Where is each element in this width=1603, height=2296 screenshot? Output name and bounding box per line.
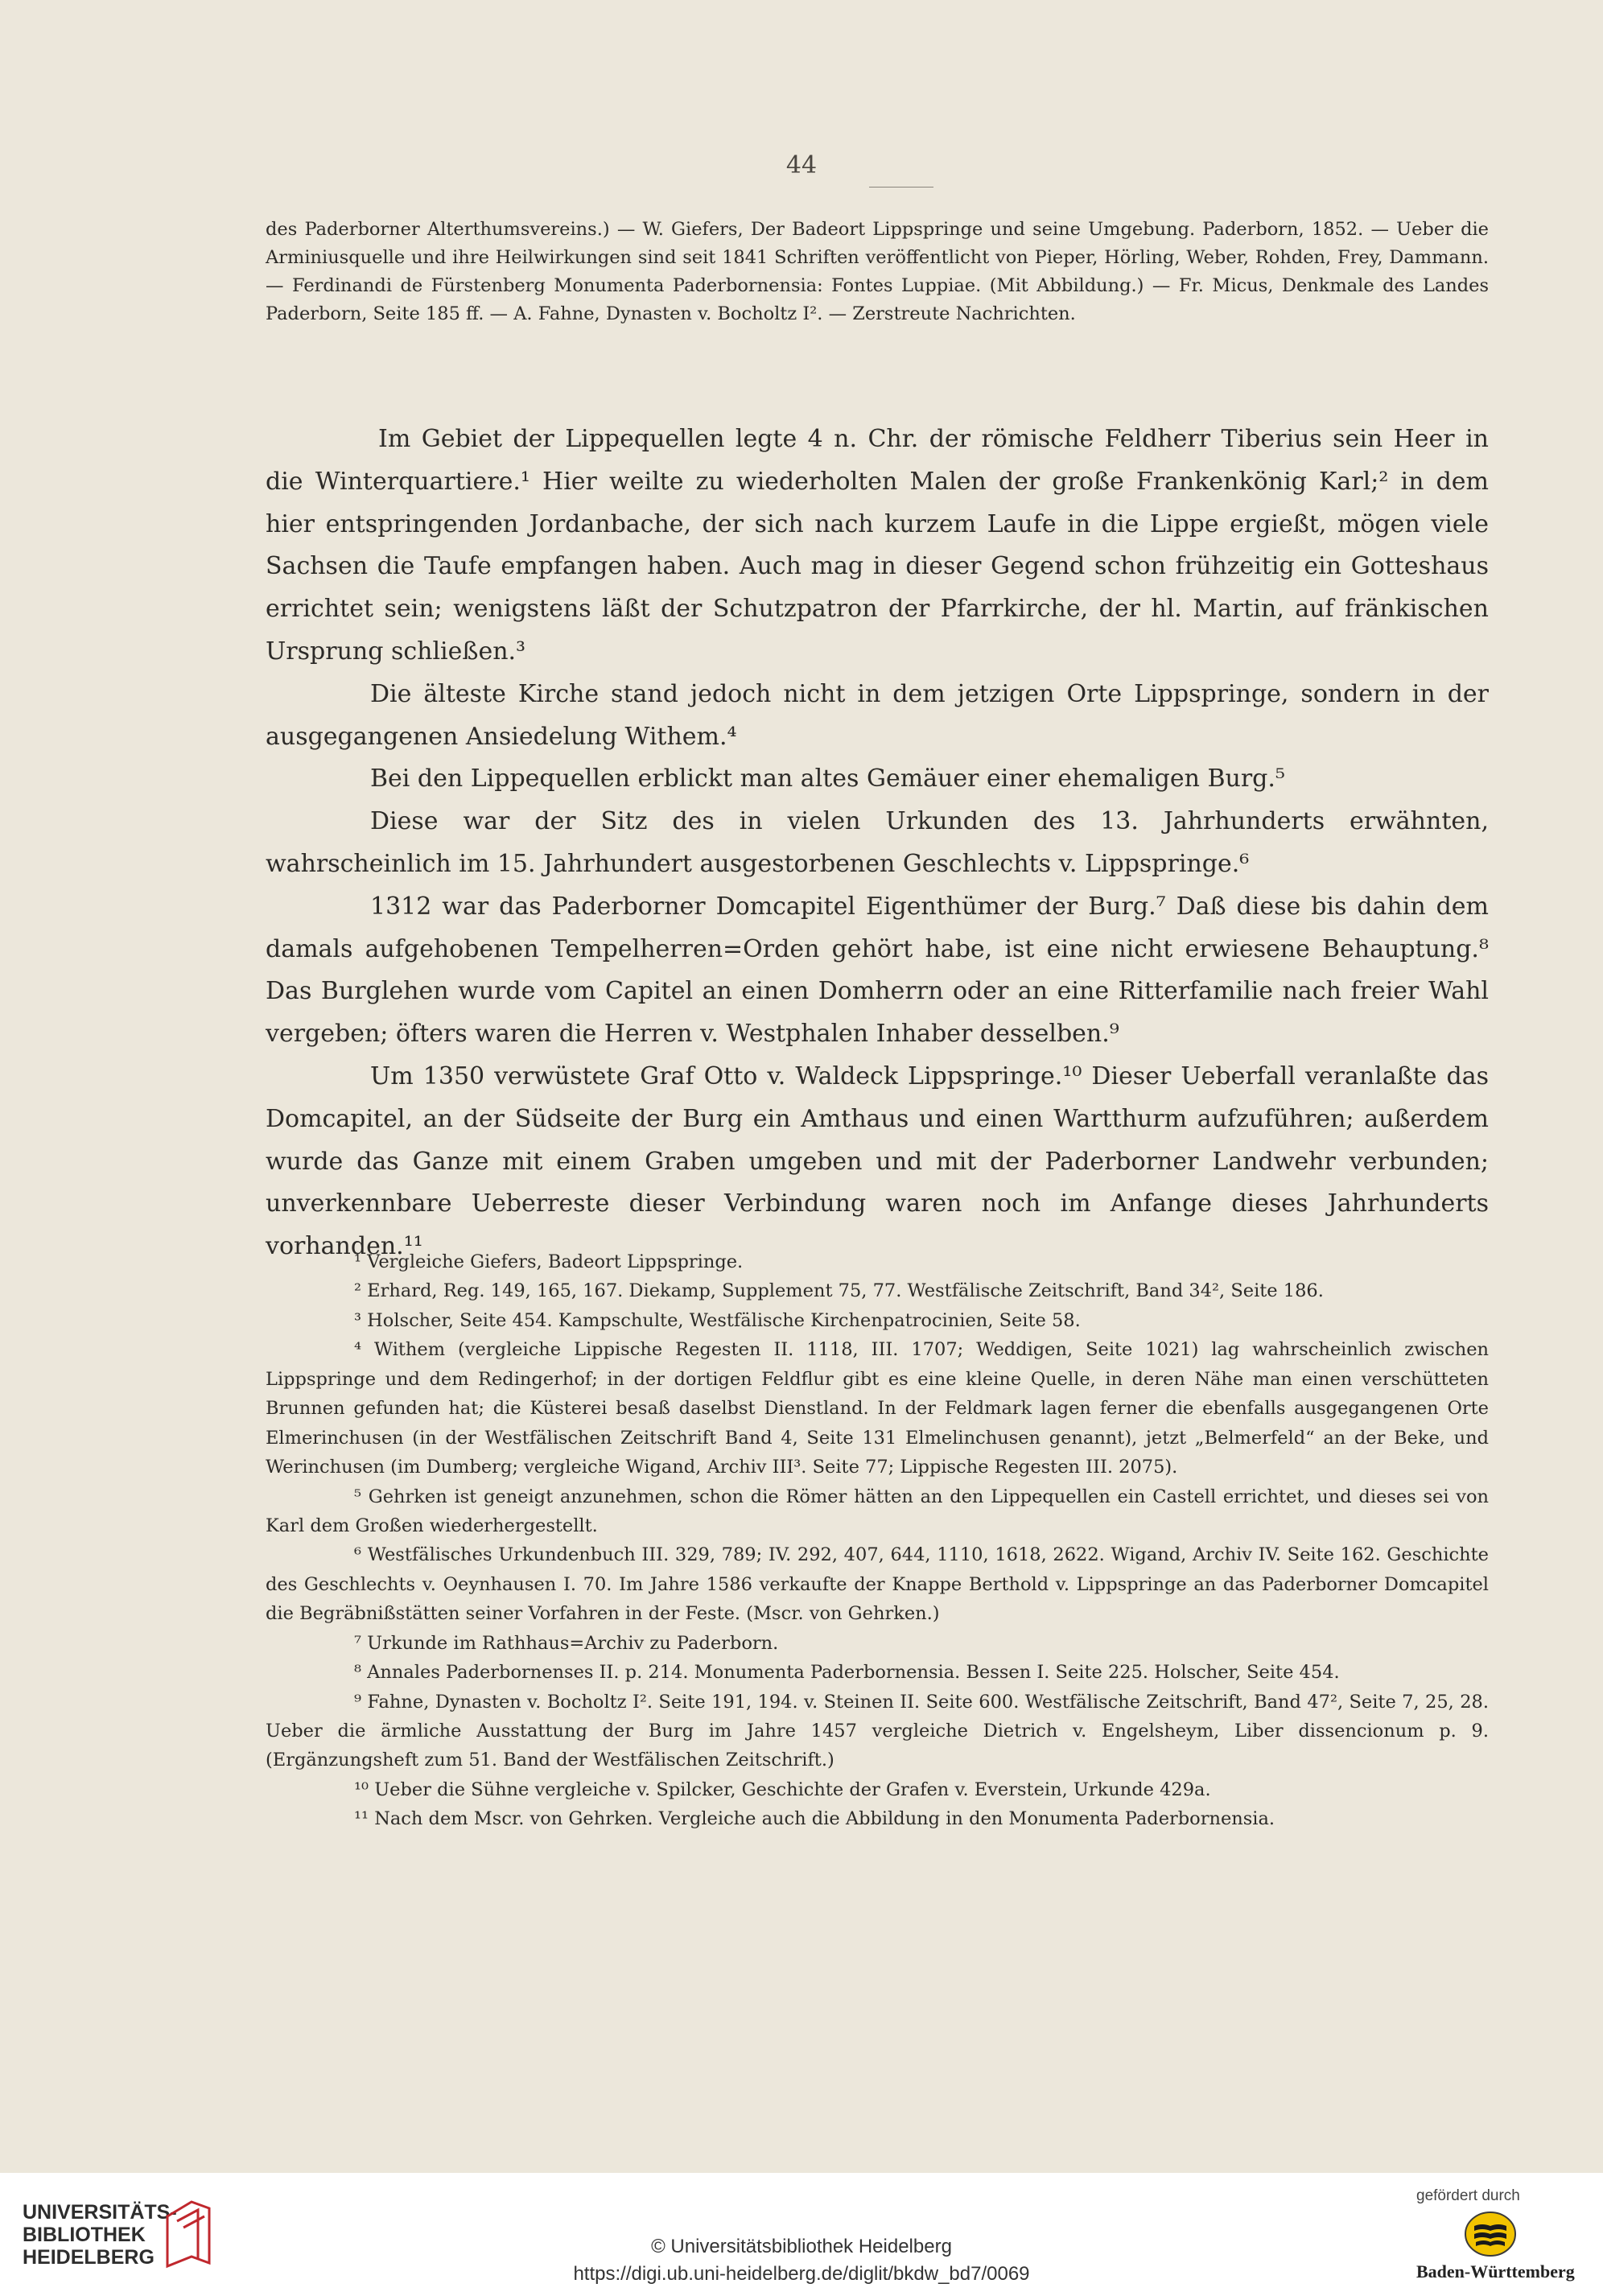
paragraph: Im Gebiet der Lippequellen legte 4 n. Chr. der römische Feldherr Tiberius sein Heer in die Winterquartiere.¹ Hier weilte zu wiederholten Malen der große Frankenkönig Karl;² in dem hier entspringenden Jordanbache, der sich nach kurzem Laufe in die Lippe ergießt, mögen viele Sachsen die Taufe empfangen haben. Auch mag in dieser Gegend schon frühzeitig ein Gotteshaus errichtet sein; wenigstens läßt der Schutzpatron der Pfarrkirche, der hl. Martin, auf fränkischen Ursprung schließen.³: [266, 425, 1489, 666]
funded-by-label: gefördert durch: [1416, 2187, 1520, 2204]
library-logo[interactable]: [23, 2201, 177, 2269]
footnote: ⁴ Withem (vergleiche Lippische Regesten II. 1118, III. 1707; Weddigen, Seite 1021) lag wahrscheinlich zwischen Lippspringe und dem Redingerhof; in der dortigen Feldflur gibt es eine kleine Quelle, in deren Nähe man einen verschütteten Brunnen gefunden hat; die Küsterei besaß daselbst Dienstland. In der Feldmark lagen ferner die ebenfalls ausgegangenen Orte Elmerinchusen (in der Westfälischen Zeitschrift Band 4, Seite 131 Elmelinchusen genannt), jetzt „Belmerfeld“ an der Beke, und Werinchusen (im Dumberg; vergleiche Wigand, Archiv III³. Seite 77; Lippische Regesten III. 2075).: [266, 1339, 1489, 1478]
footnote: ² Erhard, Reg. 149, 165, 167. Diekamp, Supplement 75, 77. Westfälische Zeitschrift, Band 34², Seite 186.: [354, 1280, 1324, 1302]
footnote: ⁵ Gehrken ist geneigt anzunehmen, schon die Römer hätten an den Lippequellen ein Castell errichtet, und dieses sei von Karl dem Großen wiederhergestellt.: [266, 1486, 1489, 1536]
footnote: ¹¹ Nach dem Mscr. von Gehrken. Vergleiche auch die Abbildung in den Monumenta Paderbornensia.: [354, 1808, 1275, 1830]
paragraph: Die älteste Kirche stand jedoch nicht in dem jetzigen Orte Lippspringe, sondern in der ausgegangenen Ansiedelung Withem.⁴: [266, 679, 1489, 751]
footnote: ⁹ Fahne, Dynasten v. Bocholtz I². Seite 191, 194. v. Steinen II. Seite 600. Westfälische Zeitschrift, Band 47², Seite 7, 25, 28. Ueber die ärmliche Ausstattung der Burg im Jahre 1457 vergleiche Dietrich v. Engelsheym, Liber dissencionum p. 9. (Ergänzungsheft zum 51. Band der Westfälischen Zeitschrift.): [266, 1691, 1489, 1771]
footnotes: [266, 1247, 1489, 1834]
document-url[interactable]: https://digi.ub.uni-heidelberg.de/diglit/bkdw_bd7/0069: [573, 2263, 1030, 2285]
library-logo-line: UNIVERSITÄTS-: [23, 2201, 177, 2224]
copyright-notice: © Universitätsbibliothek Heidelberg: [651, 2236, 952, 2257]
library-logo-line: BIBLIOTHEK: [23, 2224, 146, 2246]
footnote: ¹⁰ Ueber die Sühne vergleiche v. Spilcker, Geschichte der Grafen v. Everstein, Urkunde 429a.: [354, 1779, 1211, 1800]
funder-name: Baden-Württemberg: [1416, 2261, 1575, 2282]
library-logo-line: HEIDELBERG: [23, 2246, 155, 2269]
footnote: ³ Holscher, Seite 454. Kampschulte, Westfälische Kirchenpatrocinien, Seite 58.: [354, 1309, 1081, 1331]
coat-of-arms-icon: [1463, 2210, 1518, 2258]
footnote: ⁶ Westfälisches Urkundenbuch III. 329, 789; IV. 292, 407, 644, 1110, 1618, 2622. Wigand, Archiv IV. Seite 162. Geschichte des Geschlechts v. Oeynhausen I. 70. Im Jahre 1586 verkaufte der Knappe Berthold v. Lippspringe an das Paderborner Domcapitel die Begräbnißstätten seiner Vorfahren in der Feste. (Mscr. von Gehrken.): [266, 1544, 1489, 1625]
paragraph: Bei den Lippequellen erblickt man altes Gemäuer einer ehemaligen Burg.⁵: [370, 765, 1285, 794]
footnote: ¹ Vergleiche Giefers, Badeort Lippspringe.: [354, 1251, 744, 1272]
main-text: [266, 418, 1489, 1268]
page-number-rule: [869, 187, 933, 188]
footnote: ⁸ Annales Paderbornenses II. p. 214. Monumenta Paderbornensia. Bessen I. Seite 225. Holscher, Seite 454.: [354, 1662, 1340, 1684]
paragraph: Diese war der Sitz des in vielen Urkunden des 13. Jahrhunderts erwähnten, wahrscheinlich im 15. Jahrhundert ausgestorbenen Geschlechts v. Lippspringe.⁶: [266, 807, 1489, 878]
paragraph: Um 1350 verwüstete Graf Otto v. Waldeck Lippspringe.¹⁰ Dieser Ueberfall veranlaßte das Domcapitel, an der Südseite der Burg ein Amthaus und einen Wartthurm aufzuführen; außerdem wurde das Ganze mit einem Graben umgeben und mit der Paderborner Landwehr verbunden; unverkennbare Ueberreste dieser Verbindung waren noch im Anfange dieses Jahrhunderts vorhanden.¹¹: [266, 1061, 1489, 1261]
footnote: ⁷ Urkunde im Rathhaus=Archiv zu Paderborn.: [354, 1632, 779, 1654]
intro-note-text: des Paderborner Alterthumsvereins.) — W. Giefers, Der Badeort Lippspringe und seine Umgebung. Paderborn, 1852. — Ueber die Arminiusquelle und ihre Heilwirkungen sind seit 1841 Schriften veröffentlicht von Pieper, Hörling, Weber, Rohden, Frey, Dammann. — Ferdinandi de Fürstenberg Monumenta Paderbornensia: Fontes Luppiae. (Mit Abbildung.) — Fr. Micus, Denkmale des Landes Paderborn, Seite 185 ff. — A. Fahne, Dynasten v. Bocholtz I². — Zerstreute Nachrichten.: [266, 219, 1489, 325]
intro-bibliography-note: [266, 216, 1489, 328]
paragraph: 1312 war das Paderborner Domcapitel Eigenthümer der Burg.⁷ Daß diese bis dahin dem damals aufgehobenen Tempelherren=Orden gehört habe, ist eine nicht erwiesene Behauptung.⁸ Das Burglehen wurde vom Capitel an einen Domherrn oder an eine Ritterfamilie nach freier Wahl vergeben; öfters waren die Herren v. Westphalen Inhaber desselben.⁹: [266, 892, 1489, 1049]
page-number: 44: [785, 151, 818, 179]
